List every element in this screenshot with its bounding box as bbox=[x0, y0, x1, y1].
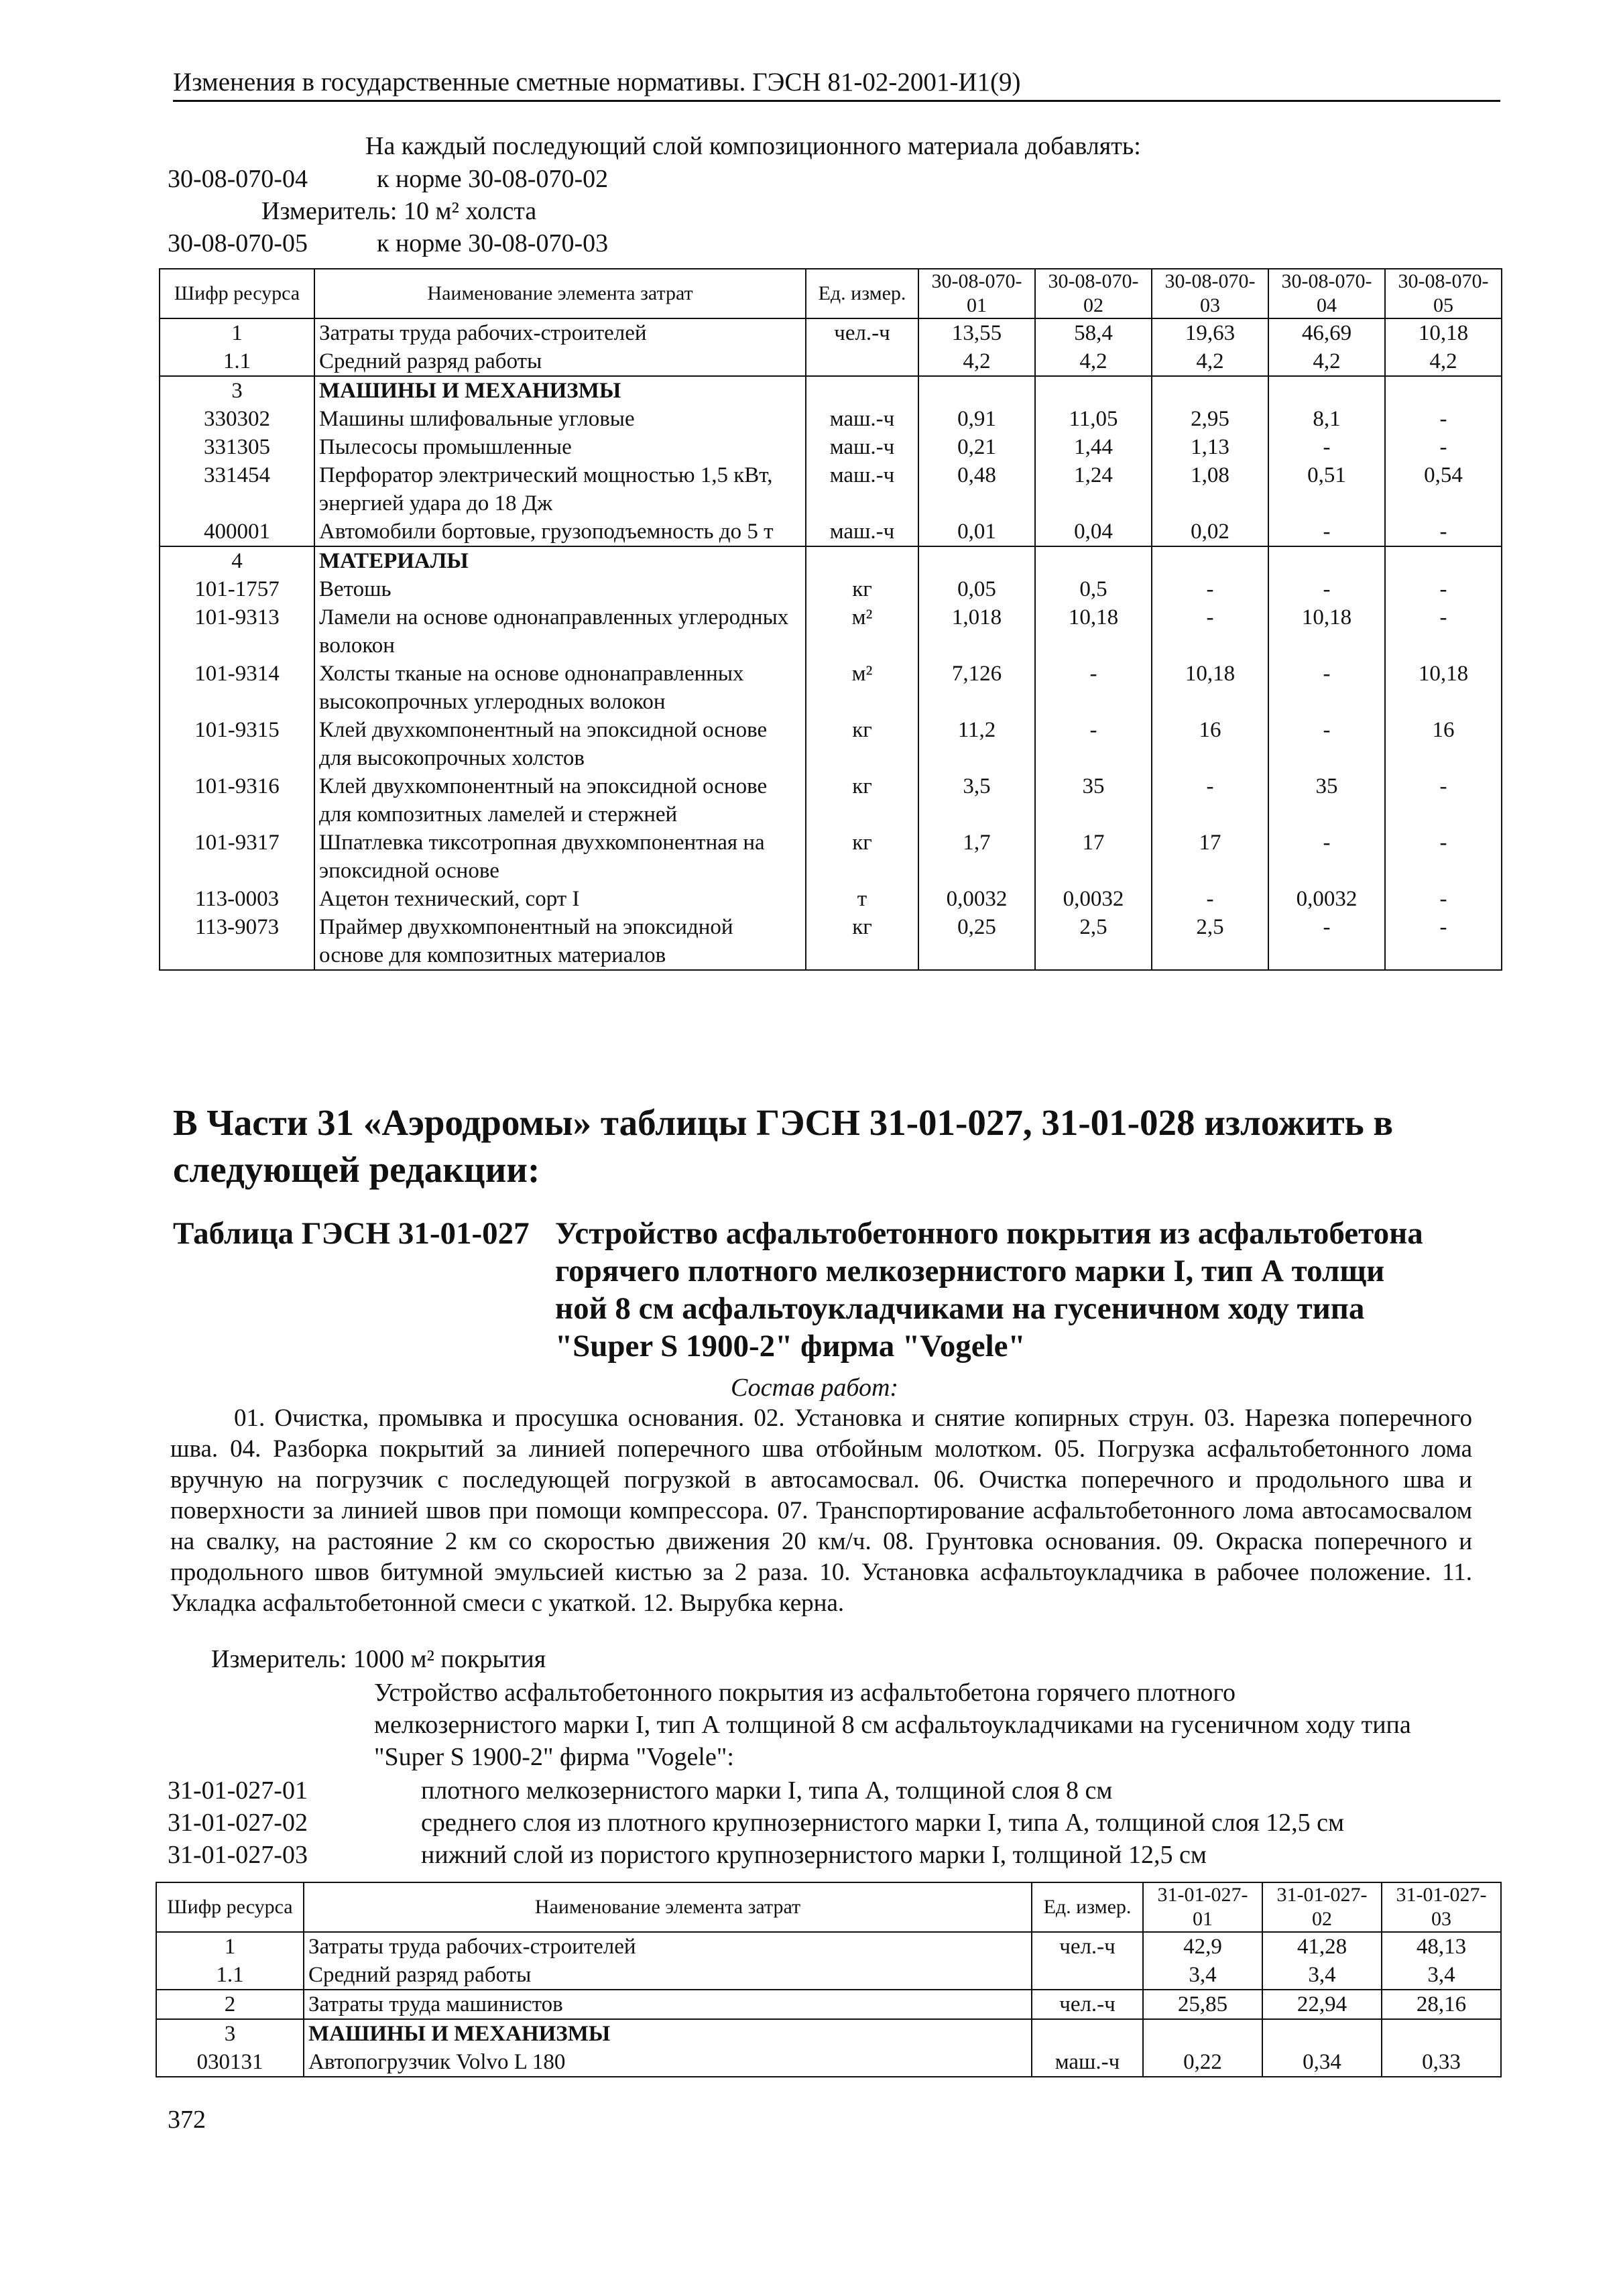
value-cell bbox=[1152, 546, 1268, 575]
value-cell: 0,22 bbox=[1143, 2048, 1262, 2077]
resource-name-cell: Затраты труда рабочих-строителей bbox=[304, 1932, 1032, 1961]
unit-cell: м² bbox=[806, 603, 918, 660]
table-row bbox=[160, 347, 1502, 376]
resource-name-cell: Ламели на основе однонаправленных углеродных волокон bbox=[314, 603, 806, 660]
value-cell bbox=[1385, 546, 1502, 575]
value-cell: 4,2 bbox=[1152, 347, 1268, 376]
resource-code-cell: 113-0003 bbox=[160, 885, 314, 913]
resource-code-cell: 3 bbox=[160, 376, 314, 405]
value-cell: 1,08 bbox=[1152, 461, 1268, 518]
value-cell: - bbox=[1152, 575, 1268, 603]
value-cell bbox=[1152, 376, 1268, 405]
table-row bbox=[160, 546, 1502, 575]
resource-table-2 bbox=[156, 1882, 1502, 2077]
unit-cell bbox=[806, 376, 918, 405]
table-row bbox=[160, 829, 1502, 885]
resource-name-cell: МАТЕРИАЛЫ bbox=[314, 546, 806, 575]
intro-text-2: Измеритель: 10 м² холста bbox=[261, 197, 537, 225]
value-cell: 4,2 bbox=[1268, 347, 1385, 376]
unit-cell: кг bbox=[806, 772, 918, 829]
value-cell: - bbox=[1152, 603, 1268, 660]
intro-text-1: к норме 30-08-070-02 bbox=[377, 165, 609, 193]
resource-name-cell: Пылесосы промышленные bbox=[314, 433, 806, 461]
value-cell bbox=[1035, 376, 1152, 405]
table-row bbox=[156, 1990, 1501, 2019]
resource-name-cell: Шпатлевка тиксотропная двухкомпонентная на эпоксидной основе bbox=[314, 829, 806, 885]
value-cell: 1,018 bbox=[918, 603, 1035, 660]
value-cell: 16 bbox=[1152, 716, 1268, 772]
resource-code-cell: 4 bbox=[160, 546, 314, 575]
table-row bbox=[160, 461, 1502, 518]
value-cell: 2,5 bbox=[1035, 913, 1152, 970]
resource-code-cell: 1 bbox=[156, 1932, 304, 1961]
resource-code-cell: 331454 bbox=[160, 461, 314, 518]
norm-code: 31-01-027-02 bbox=[168, 1809, 308, 1837]
value-cell: 4,2 bbox=[1035, 347, 1152, 376]
unit-cell: чел.-ч bbox=[1032, 1990, 1143, 2019]
norm-text: плотного мелкозернистого марки I, типа А, толщиной слоя 8 см bbox=[421, 1776, 1113, 1805]
table-title-line: горячего плотного мелкозернистого марки I, тип А толщи bbox=[555, 1254, 1385, 1288]
unit-cell bbox=[1032, 2019, 1143, 2048]
value-cell: - bbox=[1268, 913, 1385, 970]
resource-name-cell: Ацетон технический, сорт I bbox=[314, 885, 806, 913]
unit-cell: маш.-ч bbox=[806, 461, 918, 518]
value-cell: 10,18 bbox=[1385, 318, 1502, 347]
value-cell: - bbox=[1385, 913, 1502, 970]
resource-name-cell: Клей двухкомпонентный на эпоксидной основе для композитных ламелей и стержней bbox=[314, 772, 806, 829]
col-header-norm: 30-08-070-02 bbox=[1035, 269, 1152, 318]
table-title-line: Устройство асфальтобетонного покрытия из асфальтобетона bbox=[555, 1216, 1423, 1251]
table-row bbox=[160, 772, 1502, 829]
value-cell: 48,13 bbox=[1382, 1932, 1501, 1961]
table-row bbox=[160, 518, 1502, 546]
resource-name-cell: Машины шлифовальные угловые bbox=[314, 405, 806, 433]
value-cell: 3,4 bbox=[1262, 1961, 1382, 1990]
col-header-norm: 31-01-027-01 bbox=[1143, 1882, 1262, 1932]
table-row bbox=[160, 318, 1502, 347]
resource-name-cell: МАШИНЫ И МЕХАНИЗМЫ bbox=[314, 376, 806, 405]
col-header-norm: 30-08-070-05 bbox=[1385, 269, 1502, 318]
intro-text-3: к норме 30-08-070-03 bbox=[377, 229, 609, 257]
table-title-prefix: Таблица ГЭСН 31-01-027 bbox=[173, 1216, 530, 1251]
unit-cell: т bbox=[806, 885, 918, 913]
value-cell: - bbox=[1385, 433, 1502, 461]
unit-cell bbox=[806, 546, 918, 575]
col-header-norm: 31-01-027-03 bbox=[1382, 1882, 1501, 1932]
resource-code-cell: 030131 bbox=[156, 2048, 304, 2077]
resource-code-cell: 101-9314 bbox=[160, 660, 314, 716]
resource-code-cell: 101-1757 bbox=[160, 575, 314, 603]
col-header-code: Шифр ресурса bbox=[156, 1882, 304, 1932]
value-cell: 11,2 bbox=[918, 716, 1035, 772]
value-cell: 3,4 bbox=[1143, 1961, 1262, 1990]
value-cell: 22,94 bbox=[1262, 1990, 1382, 2019]
resource-code-cell: 3 bbox=[156, 2019, 304, 2048]
unit-cell: кг bbox=[806, 913, 918, 970]
table-row bbox=[160, 660, 1502, 716]
value-cell: 35 bbox=[1035, 772, 1152, 829]
value-cell: 16 bbox=[1385, 716, 1502, 772]
value-cell: 46,69 bbox=[1268, 318, 1385, 347]
value-cell: 2,5 bbox=[1152, 913, 1268, 970]
value-cell: 2,95 bbox=[1152, 405, 1268, 433]
table-row bbox=[160, 405, 1502, 433]
value-cell: - bbox=[1268, 433, 1385, 461]
resource-code-cell: 101-9317 bbox=[160, 829, 314, 885]
intro-note: На каждый последующий слой композиционного материала добавлять: bbox=[365, 132, 1141, 160]
unit-cell: кг bbox=[806, 575, 918, 603]
col-header-name: Наименование элемента затрат bbox=[314, 269, 806, 318]
value-cell: 28,16 bbox=[1382, 1990, 1501, 2019]
col-header-name: Наименование элемента затрат bbox=[304, 1882, 1032, 1932]
resource-table-1 bbox=[159, 268, 1502, 971]
resource-code-cell: 101-9313 bbox=[160, 603, 314, 660]
value-cell: 3,4 bbox=[1382, 1961, 1501, 1990]
value-cell: 10,18 bbox=[1385, 660, 1502, 716]
value-cell: 25,85 bbox=[1143, 1990, 1262, 2019]
col-header-norm: 30-08-070-01 bbox=[918, 269, 1035, 318]
value-cell: 1,24 bbox=[1035, 461, 1152, 518]
table-row bbox=[160, 885, 1502, 913]
value-cell: 1,44 bbox=[1035, 433, 1152, 461]
col-header-unit: Ед. измер. bbox=[806, 269, 918, 318]
value-cell: - bbox=[1385, 575, 1502, 603]
value-cell: 4,2 bbox=[918, 347, 1035, 376]
resource-name-cell: Средний разряд работы bbox=[304, 1961, 1032, 1990]
section-heading: В Части 31 «Аэродромы» таблицы ГЭСН 31-01-027, 31-01-028 изложить в следующей редакции: bbox=[173, 1102, 1394, 1190]
value-cell: - bbox=[1152, 885, 1268, 913]
value-cell: - bbox=[1268, 829, 1385, 885]
unit-cell: м² bbox=[806, 660, 918, 716]
col-header-unit: Ед. измер. bbox=[1032, 1882, 1143, 1932]
table-title-line: "Super S 1900-2" фирма "Vogele" bbox=[555, 1329, 1026, 1364]
value-cell: 19,63 bbox=[1152, 318, 1268, 347]
composition-text: 01. Очистка, промывка и просушка основания. 02. Установка и снятие копирных струн. 03. Нарезка поперечного шва. 04. Разборка покрытий за линией поперечного шва отбойным молотком. 05. Погрузка асфальтобетонного лома вручную на погрузчик с последующей погрузкой в автосамосвал. 06. Очистка поперечного и продольного шва и поверхности за линией швов при помощи компрессора. 07. Транспортирование асфальтобетонного лома автосамосвалом на свалку, на растояние 2 км со скоростью движения 20 км/ч. 08. Грунтовка основания. 09. Окраска поперечного и продольного швов битумной эмульсией кистью за 2 раза. 10. Установка асфальтоукладчика в рабочее положение. 11. Укладка асфальтобетонной смеси с укаткой. 12. Вырубка керна. bbox=[170, 1404, 1472, 1617]
value-cell: 7,126 bbox=[918, 660, 1035, 716]
table-row bbox=[160, 433, 1502, 461]
col-header-norm: 31-01-027-02 bbox=[1262, 1882, 1382, 1932]
table-row bbox=[160, 716, 1502, 772]
table-header-row bbox=[156, 1882, 1501, 1932]
value-cell bbox=[918, 376, 1035, 405]
value-cell: 0,48 bbox=[918, 461, 1035, 518]
value-cell: 10,18 bbox=[1152, 660, 1268, 716]
value-cell: 42,9 bbox=[1143, 1932, 1262, 1961]
value-cell: 1,13 bbox=[1152, 433, 1268, 461]
table-row bbox=[160, 913, 1502, 970]
page-number: 372 bbox=[168, 2106, 206, 2134]
norm-text: нижний слой из пористого крупнозернистого марки I, толщиной 12,5 см bbox=[421, 1841, 1207, 1869]
unit-cell: кг bbox=[806, 829, 918, 885]
table-row bbox=[156, 2019, 1501, 2048]
value-cell: 10,18 bbox=[1035, 603, 1152, 660]
resource-name-cell: Автомобили бортовые, грузоподъемность до 5 т bbox=[314, 518, 806, 546]
value-cell bbox=[1035, 546, 1152, 575]
unit-cell: маш.-ч bbox=[1032, 2048, 1143, 2077]
value-cell: 0,0032 bbox=[1035, 885, 1152, 913]
intro-code-3: 30-08-070-05 bbox=[168, 229, 308, 257]
norm-code: 31-01-027-03 bbox=[168, 1841, 308, 1869]
value-cell: - bbox=[1385, 405, 1502, 433]
unit-cell: маш.-ч bbox=[806, 433, 918, 461]
value-cell bbox=[1262, 2019, 1382, 2048]
resource-name-cell: Праймер двухкомпонентный на эпоксидной основе для композитных материалов bbox=[314, 913, 806, 970]
value-cell: - bbox=[1385, 885, 1502, 913]
value-cell: 13,55 bbox=[918, 318, 1035, 347]
value-cell: - bbox=[1385, 772, 1502, 829]
resource-code-cell: 113-9073 bbox=[160, 913, 314, 970]
value-cell: 11,05 bbox=[1035, 405, 1152, 433]
value-cell: 0,02 bbox=[1152, 518, 1268, 546]
norm-text: среднего слоя из плотного крупнозернистого марки I, типа А, толщиной слоя 12,5 см bbox=[421, 1809, 1345, 1837]
value-cell: - bbox=[1268, 518, 1385, 546]
resource-name-cell: Холсты тканые на основе однонаправленных высокопрочных углеродных волокон bbox=[314, 660, 806, 716]
resource-code-cell: 1 bbox=[160, 318, 314, 347]
unit-cell bbox=[806, 347, 918, 376]
value-cell: 0,0032 bbox=[1268, 885, 1385, 913]
resource-code-cell: 330302 bbox=[160, 405, 314, 433]
table-row bbox=[156, 1932, 1501, 1961]
value-cell: 0,05 bbox=[918, 575, 1035, 603]
value-cell: 0,5 bbox=[1035, 575, 1152, 603]
value-cell: 4,2 bbox=[1385, 347, 1502, 376]
unit-cell: кг bbox=[806, 716, 918, 772]
table-row bbox=[160, 575, 1502, 603]
resource-name-cell: МАШИНЫ И МЕХАНИЗМЫ bbox=[304, 2019, 1032, 2048]
unit-cell: маш.-ч bbox=[806, 405, 918, 433]
intro-code-1: 30-08-070-04 bbox=[168, 165, 308, 193]
unit-cell: чел.-ч bbox=[1032, 1932, 1143, 1961]
value-cell: 17 bbox=[1035, 829, 1152, 885]
col-header-norm: 30-08-070-04 bbox=[1268, 269, 1385, 318]
value-cell: 1,7 bbox=[918, 829, 1035, 885]
col-header-norm: 30-08-070-03 bbox=[1152, 269, 1268, 318]
measure-unit: Измеритель: 1000 м² покрытия bbox=[211, 1645, 546, 1673]
value-cell bbox=[1268, 546, 1385, 575]
value-cell bbox=[1382, 2019, 1501, 2048]
norm-code: 31-01-027-01 bbox=[168, 1776, 308, 1805]
unit-cell bbox=[1032, 1961, 1143, 1990]
resource-code-cell: 101-9315 bbox=[160, 716, 314, 772]
value-cell: - bbox=[1385, 603, 1502, 660]
value-cell: 0,54 bbox=[1385, 461, 1502, 518]
value-cell: 0,25 bbox=[918, 913, 1035, 970]
resource-code-cell: 101-9316 bbox=[160, 772, 314, 829]
resource-name-cell: Перфоратор электрический мощностью 1,5 кВт, энергией удара до 18 Дж bbox=[314, 461, 806, 518]
resource-name-cell: Затраты труда машинистов bbox=[304, 1990, 1032, 2019]
resource-code-cell: 400001 bbox=[160, 518, 314, 546]
value-cell: 58,4 bbox=[1035, 318, 1152, 347]
value-cell: 17 bbox=[1152, 829, 1268, 885]
resource-code-cell: 2 bbox=[156, 1990, 304, 2019]
resource-name-cell: Клей двухкомпонентный на эпоксидной основе для высокопрочных холстов bbox=[314, 716, 806, 772]
value-cell: - bbox=[1268, 716, 1385, 772]
value-cell: 0,21 bbox=[918, 433, 1035, 461]
value-cell bbox=[918, 546, 1035, 575]
norm-description: Устройство асфальтобетонного покрытия из асфальтобетона горячего плотного bbox=[374, 1679, 1236, 1707]
value-cell: 41,28 bbox=[1262, 1932, 1382, 1961]
value-cell: 35 bbox=[1268, 772, 1385, 829]
composition-title: Состав работ: bbox=[731, 1374, 899, 1402]
table-header-row bbox=[160, 269, 1502, 318]
value-cell: - bbox=[1035, 660, 1152, 716]
value-cell: 3,5 bbox=[918, 772, 1035, 829]
col-header-code: Шифр ресурса bbox=[160, 269, 314, 318]
resource-code-cell: 331305 bbox=[160, 433, 314, 461]
unit-cell: чел.-ч bbox=[806, 318, 918, 347]
table-row bbox=[156, 1961, 1501, 1990]
running-header: Изменения в государственные сметные нормативы. ГЭСН 81-02-2001-И1(9) bbox=[173, 67, 1500, 102]
resource-name-cell: Автопогрузчик Volvo L 180 bbox=[304, 2048, 1032, 2077]
value-cell: 0,01 bbox=[918, 518, 1035, 546]
value-cell: 10,18 bbox=[1268, 603, 1385, 660]
table-row bbox=[156, 2048, 1501, 2077]
resource-code-cell: 1.1 bbox=[160, 347, 314, 376]
table-row bbox=[160, 376, 1502, 405]
value-cell: - bbox=[1035, 716, 1152, 772]
value-cell: - bbox=[1385, 829, 1502, 885]
value-cell: 0,91 bbox=[918, 405, 1035, 433]
value-cell bbox=[1268, 376, 1385, 405]
value-cell: - bbox=[1268, 575, 1385, 603]
value-cell bbox=[1385, 376, 1502, 405]
value-cell bbox=[1143, 2019, 1262, 2048]
resource-code-cell: 1.1 bbox=[156, 1961, 304, 1990]
unit-cell: маш.-ч bbox=[806, 518, 918, 546]
norm-description: "Super S 1900-2" фирма "Vogele": bbox=[374, 1743, 734, 1771]
value-cell: - bbox=[1385, 518, 1502, 546]
value-cell: 0,34 bbox=[1262, 2048, 1382, 2077]
value-cell: 0,0032 bbox=[918, 885, 1035, 913]
table-row bbox=[160, 603, 1502, 660]
table-title-line: ной 8 см асфальтоукладчиками на гусеничном ходу типа bbox=[555, 1291, 1365, 1326]
value-cell: - bbox=[1268, 660, 1385, 716]
value-cell: - bbox=[1152, 772, 1268, 829]
resource-name-cell: Затраты труда рабочих-строителей bbox=[314, 318, 806, 347]
value-cell: 8,1 bbox=[1268, 405, 1385, 433]
value-cell: 0,33 bbox=[1382, 2048, 1501, 2077]
norm-description: мелкозернистого марки I, тип А толщиной 8 см асфальтоукладчиками на гусеничном ходу типа bbox=[374, 1711, 1411, 1739]
value-cell: 0,51 bbox=[1268, 461, 1385, 518]
resource-name-cell: Ветошь bbox=[314, 575, 806, 603]
resource-name-cell: Средний разряд работы bbox=[314, 347, 806, 376]
value-cell: 0,04 bbox=[1035, 518, 1152, 546]
